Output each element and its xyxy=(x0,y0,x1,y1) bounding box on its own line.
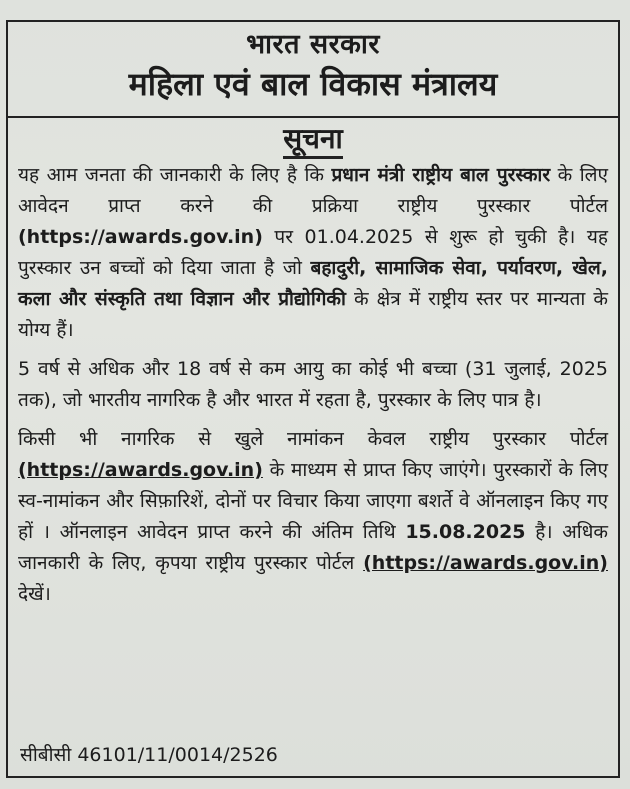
award-categories: बहादुरी, सामाजिक सेवा, पर्यावरण, खेल, कला और संस्कृति तथा विज्ञान और प्रौद्योगिकी xyxy=(18,257,608,310)
reference-number: सीबीसी 46101/11/0014/2526 xyxy=(20,744,278,766)
award-name: प्रधान मंत्री राष्ट्रीय बाल पुरस्कार xyxy=(331,164,551,186)
paragraph-3 xyxy=(18,424,608,610)
paragraph-1 xyxy=(18,160,608,346)
p3-text-2: के माध्यम से प्राप्त किए जाएंगे। पुरस्कारों के लिए स्व-नामांकन और सिफ़ारिशें, दोनों पर विचार किया जाएगा बशर्ते वे ऑनलाइन किए गए हों । ऑनलाइन आवेदन प्राप्त करने की अंतिम तिथि xyxy=(18,459,608,543)
p3-text-3: है। अधिक जानकारी के लिए, कृपया राष्ट्रीय पुरस्कार पोर्टल xyxy=(18,521,608,574)
p3-text-4: देखें। xyxy=(18,583,51,605)
notice-body xyxy=(8,160,618,610)
p3-text-1: किसी भी नागरिक से खुले नामांकन केवल राष्ट्रीय पुरस्कार पोर्टल xyxy=(18,428,608,450)
ministry-name: महिला एवं बाल विकास मंत्रालय xyxy=(128,65,498,103)
p1-text-1: यह आम जनता की जानकारी के लिए है कि xyxy=(18,164,332,186)
government-name: भारत सरकार xyxy=(246,29,380,60)
notice-header xyxy=(8,22,618,118)
notice-title-text: सूचना xyxy=(283,122,343,159)
notice-title xyxy=(8,122,618,160)
p1-text-4: के क्षेत्र में राष्ट्रीय स्तर पर मान्यता के योग्य हैं। xyxy=(18,288,608,341)
p1-text-3: पर 01.04.2025 से शुरू हो चुकी है। यह पुरस्कार उन बच्चों को दिया जाता है जो xyxy=(18,226,608,279)
paragraph-2: 5 वर्ष से अधिक और 18 वर्ष से कम आयु का कोई भी बच्चा (31 जुलाई, 2025 तक), जो भारतीय नागरिक है और भारत में रहता है, पुरस्कार के लिए पात्र है। xyxy=(18,358,608,411)
last-date: 15.08.2025 xyxy=(405,521,526,543)
portal-link[interactable]: (https://awards.gov.in) xyxy=(18,459,263,481)
portal-link[interactable]: (https://awards.gov.in) xyxy=(18,226,263,248)
portal-link[interactable]: (https://awards.gov.in) xyxy=(363,552,608,574)
notice-frame xyxy=(6,20,620,778)
p1-text-2: के लिए आवेदन प्राप्त करने की प्रक्रिया राष्ट्रीय पुरस्कार पोर्टल xyxy=(18,164,609,217)
